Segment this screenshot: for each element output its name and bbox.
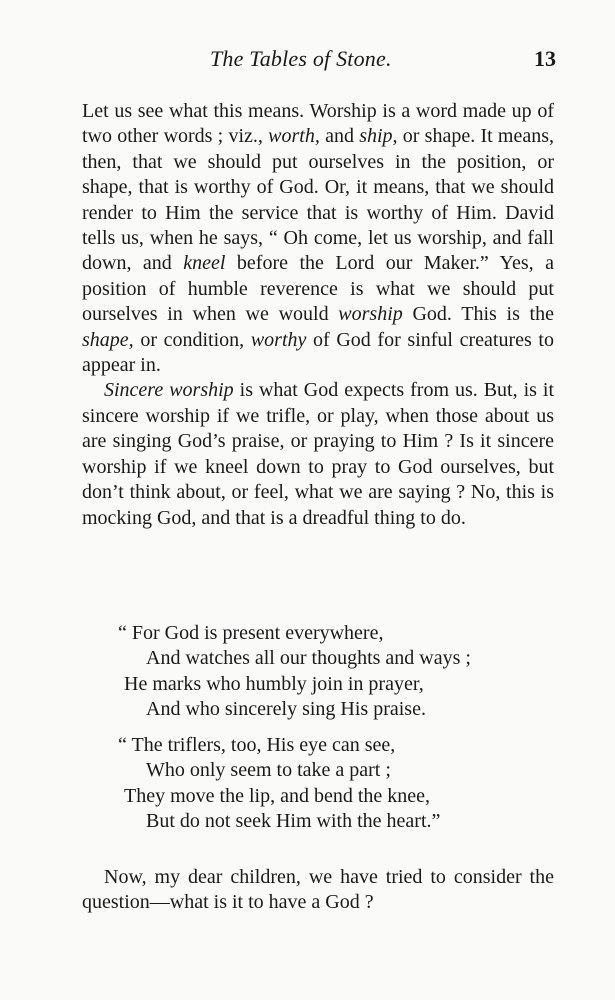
italic-emphasis: Sincere worship	[104, 379, 234, 402]
verse-stanza-2	[118, 733, 548, 835]
verse-line: And who sincerely sing His praise.	[146, 698, 426, 721]
running-head	[0, 46, 615, 80]
paragraph-closing: Now, my dear children, we have tried to consider the question—what is it to have a God ?	[82, 866, 554, 914]
paragraph-worship-meaning: Let us see what this means. Worship is a word made up of two other words ; viz., worth, and ship, or shape. It means, then, that we should put ourselves in the position, or shape, that is worthy of God. Or, it means, that we should render to Him the service that is worthy of Him. David tells us, when he says, “ Oh come, let us worship, and fall down, and kneel before the Lord our Maker.” Yes, a position of humble reverence is what we should put ourselves in when we would worship God. This is the shape, or condition, worthy of God for sinful creatures to appear in.	[82, 100, 554, 377]
italic-emphasis: worth,	[268, 125, 320, 148]
running-title: The Tables of Stone.	[210, 46, 392, 71]
verse-line: “ For God is present everywhere,	[118, 622, 384, 644]
page-number: 13	[534, 46, 556, 71]
verse-line: And watches all our thoughts and ways ;	[146, 647, 471, 670]
italic-emphasis: kneel	[183, 252, 226, 275]
italic-emphasis: ship,	[359, 125, 398, 148]
italic-emphasis: shape,	[82, 328, 134, 351]
italic-emphasis: worthy	[250, 328, 307, 351]
verse-stanza-1	[118, 621, 548, 723]
paragraph-sincere-worship: Sincere worship is what God expects from us. But, is it sincere worship if we trifle, or play, when those about us are singing God’s praise, or praying to Him ? Is it sincere worship if we kneel down to pray to God ourselves, but don’t think about, or feel, what we are saying ? No, this is mocking God, and that is a dreadful thing to do.	[82, 379, 555, 529]
verse-line: “ The triflers, too, His eye can see,	[118, 734, 396, 756]
verse-line: He marks who humbly join in prayer,	[124, 672, 424, 695]
body-text	[82, 99, 554, 531]
verse-line: But do not seek Him with the heart.”	[146, 810, 441, 833]
verse-line: They move the lip, and bend the knee,	[124, 784, 431, 807]
italic-emphasis: worship	[338, 303, 403, 326]
verse-line: Who only seem to take a part ;	[146, 759, 391, 782]
